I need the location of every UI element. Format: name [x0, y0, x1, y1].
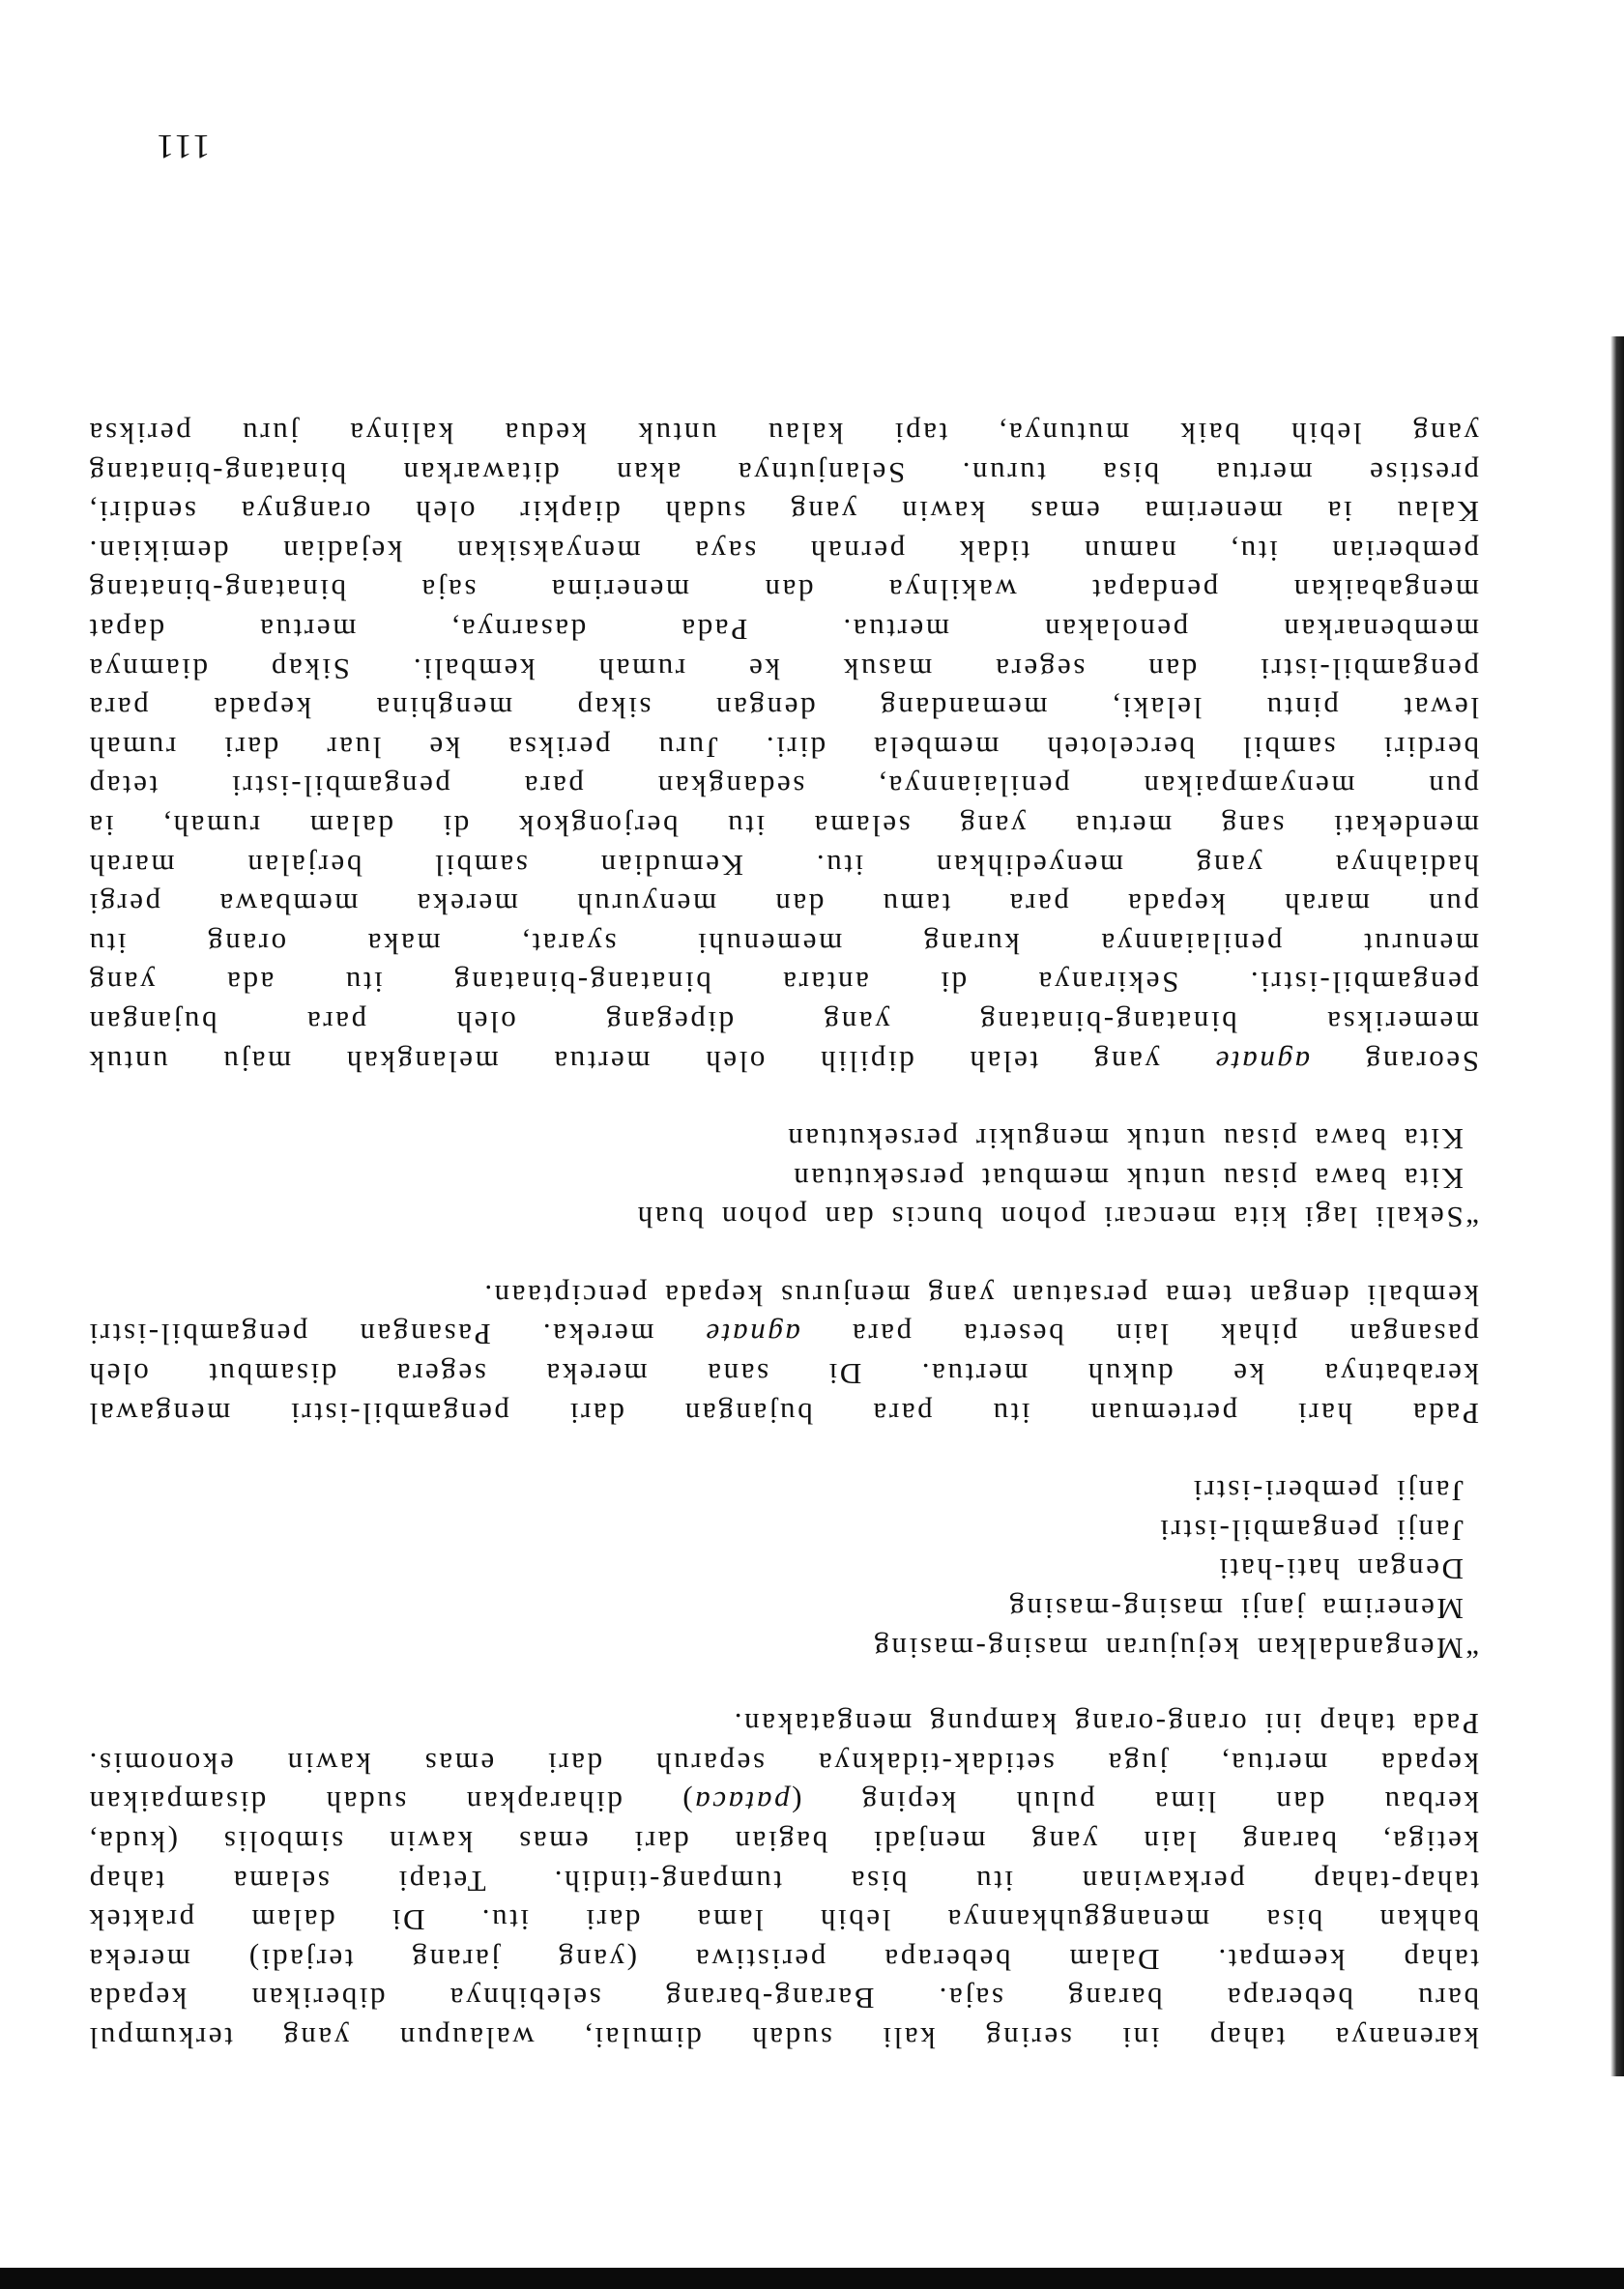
text-line: pun menyampaikan penilaiannya, sedangkan para pengambil-istri tetap — [87, 769, 1479, 804]
verse-line: Janji pemberi-istri — [1191, 1474, 1464, 1509]
verse-line: Menerima janji masing-masing — [1006, 1592, 1464, 1627]
verse-line: Dengan hati-hati — [1216, 1552, 1464, 1587]
text-line: kembali dengan tema persatuan yang menjurus kepada penciptaan. — [481, 1278, 1479, 1313]
paragraph-2 — [87, 1275, 1479, 1432]
verse-quote-2 — [87, 1119, 1479, 1237]
text-line-with-italic — [87, 1315, 1479, 1354]
verse-line: “Sekali lagi kita mencari pohon buncis dan pohon buah — [635, 1201, 1479, 1235]
text-line: ketiga, barang lain yang menjadi bagian dari emas kawin simbolis (kuda, — [87, 1825, 1479, 1860]
verse-line: “Mengandalkan kejujuran masing-masing — [871, 1631, 1479, 1666]
text-line: Kalau ia menerima emas kawin yang sudah diapkir oleh orangnya sendiri, — [87, 495, 1479, 530]
page-number: 111 — [155, 128, 211, 166]
text-line-with-italic: kerbau dan lima puluh keping (pataca) diharapkan sudah disampaikan — [87, 1785, 1479, 1820]
text-line: bahkan bisa menangguhkannya lebih lama dari itu. Di dalam praktek — [87, 1903, 1479, 1938]
verse-line: Janji pengambil-istri — [1157, 1513, 1464, 1548]
text-fragment: ) diharapkan sudah disampaikan — [87, 1785, 693, 1820]
paragraph-1 — [87, 1704, 1479, 2057]
text-line: Pada tahap ini orang-orang kampung mengatakan. — [732, 1707, 1479, 1742]
text-line: memeriksa binatang-binatang yang dipegang oleh para bujangan — [87, 1004, 1479, 1039]
text-fragment: Seorang — [1310, 1044, 1479, 1079]
text-line: pemberian itu, namun tidak pernah saya menyaksikan kejadian demikian. — [87, 534, 1479, 568]
text-line: membenarkan penolakan mertua. Pada dasarnya, mertua dapat — [87, 613, 1479, 647]
text-fragment: mereka. Pasangan pengambil-istri — [87, 1318, 704, 1352]
paragraph-3 — [87, 413, 1479, 1080]
verse-line: Kita bawa pisau untuk mengukir persekutuan — [785, 1122, 1464, 1157]
text-line: karenanya tahap ini sering kali sudah dimulai, walaupun yang terkumpul — [87, 2021, 1479, 2055]
text-line: kepada mertua, juga setidak-tidaknya separuh dari emas kawin ekonomis. — [87, 1746, 1479, 1781]
text-line: menurut penilaiannya kurang memenuhi syarat, maka orang itu — [87, 926, 1479, 961]
text-column — [87, 413, 1479, 2057]
text-fragment: yang telah dipilih oleh mertua melangkah maju untuk — [87, 1044, 1214, 1079]
text-line: pun marah kepada para tamu dan menyuruh mereka membawa pergi — [87, 887, 1479, 922]
text-line: mendekati sang mertua yang selama itu berjongkok di dalam rumah, ia — [87, 808, 1479, 843]
verse-quote-1 — [87, 1471, 1479, 1667]
text-line: berdiri sambil berceloteh membela diri. Juru periksa ke luar dari rumah — [87, 730, 1479, 765]
scanner-edge-band — [0, 2268, 1624, 2289]
text-line: yang lebih baik mutunya, tapi kalau untuk kedua kalinya juru periksa — [87, 417, 1479, 451]
text-line: lewat pintu lelaki, memandang dengan sikap menghina kepada para — [87, 691, 1479, 726]
text-line: pengambil-istri dan segera masuk ke rumah kembali. Sikap diamnya — [87, 652, 1479, 686]
text-fragment: kerbau dan lima puluh keping — [801, 1785, 1479, 1820]
text-line: pengambil-istri. Sekiranya di antara binatang-binatang itu ada yang — [87, 966, 1479, 1000]
text-line: mengabaikan pendapat wakilnya dan menerima saja binatang-binatang — [87, 573, 1479, 608]
text-line: baru beberapa barang saja. Barang-barang selebihnya diberikan kepada — [87, 1982, 1479, 2016]
italic-term: agnate — [703, 1318, 800, 1352]
text-line: hadiahnya yang menyedihkan itu. Kemudian sambil berjalan marah — [87, 848, 1479, 883]
text-line: Pada hari pertemuan itu para bujangan dari pengambil-istri mengawal — [87, 1396, 1479, 1431]
text-fragment: pasangan pihak lain beserta para — [799, 1318, 1479, 1352]
text-line: prestise mertua bisa turun. Selanjutnya akan ditawarkan binatang-binatang — [87, 455, 1479, 490]
text-line: kerabatnya ke dukuh mertua. Di sana mereka segera disambut oleh — [87, 1357, 1479, 1392]
text-line: tahap-tahap perkawinan itu bisa tumpang-tindih. Tetapi selama tahap — [87, 1864, 1479, 1898]
italic-term: pataca — [692, 1785, 790, 1820]
book-binding-shadow — [1610, 336, 1624, 2076]
text-line-with-italic — [87, 1041, 1479, 1081]
verse-line: Kita bawa pisau untuk membuat persekutuan — [791, 1161, 1464, 1196]
text-line: tahap keempat. Dalam beberapa peristiwa (yang jarang terjadi) mereka — [87, 1942, 1479, 1977]
italic-term: agnate — [1213, 1044, 1311, 1079]
